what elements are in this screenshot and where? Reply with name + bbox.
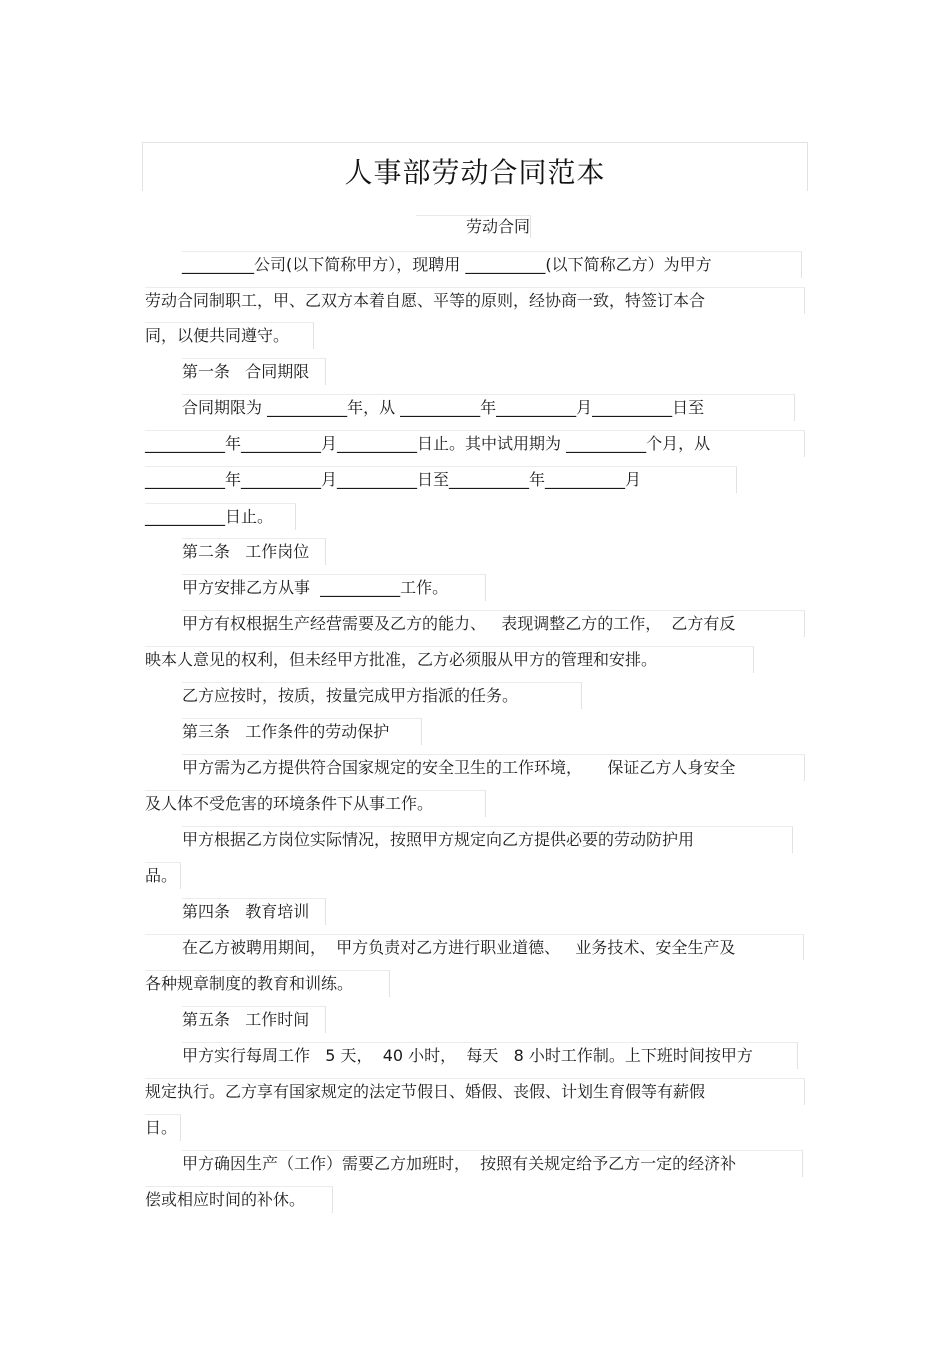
paragraph-line: 甲方根据乙方岗位实际情况，按照甲方规定向乙方提供必要的劳动防护用 [182,826,793,853]
paragraph-line: 甲方有权根据生产经营需要及乙方的能力、 表现调整乙方的工作， 乙方有反 [182,610,805,637]
paragraph-line: 乙方应按时，按质，按量完成甲方指派的任务。 [182,682,582,709]
article-heading: 第五条 工作时间 [182,1006,326,1033]
article-heading: 第三条 工作条件的劳动保护 [182,718,422,745]
paragraph-line: 映本人意见的权利，但未经甲方批准，乙方必须服从甲方的管理和安排。 [145,646,754,673]
document-subtitle: 劳动合同 [416,215,531,238]
document-title: 人事部劳动合同范本 [344,156,606,189]
paragraph-line: __________年__________月__________日至__________年__________月 [145,466,737,493]
paragraph-line: 甲方安排乙方从事 __________工作。 [182,574,486,601]
paragraph-line: __________日止。 [145,503,296,530]
paragraph-line: 日。 [145,1114,181,1141]
paragraph-line: 偿或相应时间的补休。 [145,1186,333,1213]
paragraph-line: 规定执行。乙方享有国家规定的法定节假日、婚假、丧假、计划生育假等有薪假 [145,1078,805,1105]
paragraph-line: 劳动合同制职工，甲、乙双方本着自愿、平等的原则，经协商一致，特签订本合 [145,287,805,314]
paragraph-line: 品。 [145,862,181,889]
paragraph-line: 甲方确因生产（工作）需要乙方加班时， 按照有关规定给予乙方一定的经济补 [182,1150,803,1177]
article-heading: 第二条 工作岗位 [182,538,326,565]
paragraph-line: 及人体不受危害的环境条件下从事工作。 [145,790,486,817]
paragraph-line: 甲方需为乙方提供符合国家规定的安全卫生的工作环境， 保证乙方人身安全 [182,754,805,781]
article-heading: 第一条 合同期限 [182,358,326,385]
paragraph-line: 合同期限为 __________年，从 __________年__________月__________日至 [182,394,795,421]
paragraph-line: 各种规章制度的教育和训练。 [145,970,390,997]
article-heading: 第四条 教育培训 [182,898,326,925]
paragraph-line: _________公司(以下简称甲方），现聘用 __________(以下简称乙方）为甲方 [182,251,802,278]
paragraph-line: 同，以便共同遵守。 [145,322,314,349]
paragraph-line: 甲方实行每周工作 5 天， 40 小时， 每天 8 小时工作制。上下班时间按甲方 [182,1042,798,1069]
paragraph-line: __________年__________月__________日止。其中试用期为 __________个月，从 [145,430,805,457]
title-frame [142,142,808,191]
paragraph-line: 在乙方被聘用期间， 甲方负责对乙方进行职业道德、 业务技术、安全生产及 [145,934,804,960]
